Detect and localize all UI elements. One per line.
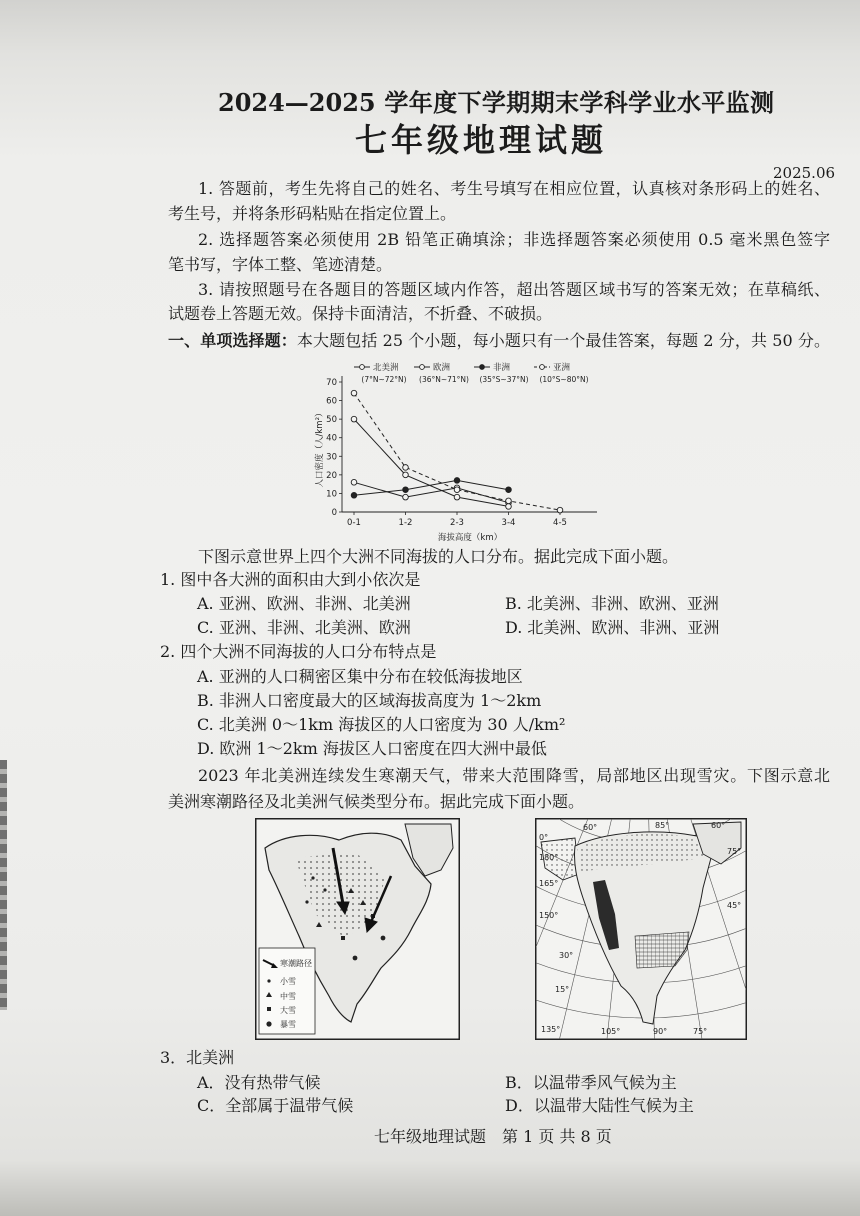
- y-tick-label: 50: [326, 415, 337, 426]
- graticule-label: 60°: [711, 821, 726, 830]
- x-tick-label: 0-1: [347, 518, 361, 528]
- section-heading-label: 一、单项选择题：: [168, 331, 297, 350]
- section-heading-text: 本大题包括 25 个小题，每小题只有一个最佳答案，每题 2 分，共 50 分。: [296, 331, 830, 350]
- graticule-label: 90°: [653, 1027, 668, 1036]
- graticule-label: 0°: [539, 833, 549, 842]
- x-tick-label: 4-5: [553, 518, 567, 528]
- legend-marker-icon: [540, 365, 545, 370]
- cold-wave-route-map: [255, 818, 460, 1040]
- instruction-line: 试题卷上答题无效。保持卡面清洁，不折叠、不破损。: [168, 304, 553, 323]
- question-stem: 2. 四个大洲不同海拔的人口分布特点是: [160, 642, 437, 661]
- heavy-snow-icon: [267, 1007, 271, 1011]
- option-b: B. 非洲人口密度最大的区域海拔高度为 1～2km: [197, 691, 542, 710]
- graticule-label: 75°: [693, 1027, 708, 1036]
- chart-point: [557, 507, 563, 513]
- option-c: C. 亚洲、非洲、北美洲、欧洲: [197, 618, 411, 637]
- option-d: D. 北美洲、欧洲、非洲、亚洲: [505, 618, 720, 637]
- legend-label: 非洲: [493, 363, 511, 373]
- graticule-label: 15°: [555, 985, 570, 994]
- page-title: 2024—2025 学年度下学期期末学科学业水平监测: [218, 88, 774, 117]
- option-c: C．全部属于温带气候: [197, 1096, 354, 1115]
- light-snow-icon: [267, 979, 270, 982]
- legend-marker-icon: [480, 365, 485, 370]
- chart-point: [351, 390, 357, 396]
- section-heading: [168, 330, 830, 352]
- chart-point: [403, 487, 409, 493]
- legend-label: 北美洲: [373, 363, 399, 373]
- exam-date: 2025.06: [773, 164, 836, 182]
- page-footer: 七年级地理试题 第 1 页 共 8 页: [374, 1127, 612, 1146]
- legend-heavy-snow-label: 大雪: [280, 1006, 296, 1015]
- chart-point: [506, 498, 512, 504]
- legend-label: 亚洲: [553, 363, 571, 373]
- option-a: A. 亚洲的人口稠密区集中分布在较低海拔地区: [197, 667, 523, 686]
- y-tick-label: 30: [326, 452, 337, 463]
- legend-moderate-snow-label: 中雪: [280, 992, 296, 1001]
- chart-point: [351, 416, 357, 422]
- graticule-label: 45°: [727, 901, 742, 910]
- y-tick-label: 40: [326, 433, 337, 444]
- x-axis-title: 海拔高度（km）: [437, 533, 503, 543]
- instruction-line: 笔书写，字体工整、笔迹清楚。: [168, 255, 393, 274]
- group-intro: 美洲寒潮路径及北美洲气候类型分布。据此完成下面小题。: [168, 792, 585, 811]
- option-a: A. 亚洲、欧洲、非洲、北美洲: [197, 594, 411, 613]
- y-tick-label: 20: [326, 470, 337, 481]
- question-stem: 1. 图中各大洲的面积由大到小依次是: [160, 570, 421, 589]
- legend-range: (10°S~80°N): [539, 375, 589, 384]
- chart-point: [506, 504, 512, 510]
- question-stem: 3．北美洲: [160, 1048, 235, 1067]
- legend-range: (7°N~72°N): [361, 375, 407, 384]
- x-tick-label: 1-2: [398, 518, 413, 528]
- option-b: B．以温带季风气候为主: [505, 1073, 677, 1092]
- option-d: D．以温带大陆性气候为主: [505, 1096, 694, 1115]
- chart-point: [454, 478, 460, 484]
- instruction-line: 考生号，并将条形码粘贴在指定位置上。: [168, 204, 457, 223]
- chart-point: [351, 479, 357, 485]
- group-intro: 2023 年北美洲连续发生寒潮天气，带来大范围降雪，局部地区出现雪灾。下图示意北: [198, 766, 830, 785]
- chart-line-series-2: [354, 480, 509, 495]
- x-tick-label: 2-3: [450, 518, 464, 528]
- chart-point: [454, 494, 460, 500]
- y-tick-label: 0: [331, 508, 337, 518]
- climate-type-map: [535, 818, 747, 1040]
- legend-blizzard-label: 暴雪: [280, 1020, 296, 1029]
- chart-point: [403, 472, 409, 478]
- legend-range: (35°S~37°N): [479, 375, 529, 384]
- legend-light-snow-label: 小雪: [280, 977, 296, 986]
- chart-line-series-1: [354, 419, 509, 506]
- legend-range: (36°N~71°N): [419, 375, 469, 384]
- legend-marker-icon: [420, 365, 425, 370]
- population-altitude-chart: [312, 352, 602, 547]
- graticule-label: 165°: [539, 879, 559, 888]
- instruction-line: 2. 选择题答案必须使用 2B 铅笔正确填涂；非选择题答案必须使用 0.5 毫米黑色签字: [198, 230, 830, 249]
- chart-point: [454, 487, 460, 493]
- option-a: A．没有热带气候: [197, 1073, 321, 1092]
- graticule-label: 75°: [727, 847, 742, 856]
- chart-point: [506, 487, 512, 493]
- legend-label: 欧洲: [433, 363, 451, 373]
- legend-route-label: 寒潮路径: [280, 959, 312, 968]
- option-c: C. 北美洲 0～1km 海拔区的人口密度为 30 人/km²: [197, 715, 566, 734]
- binding-edge: [0, 760, 7, 1010]
- graticule-label: 105°: [601, 1027, 621, 1036]
- y-axis-title: 人口密度（人/km²）: [315, 408, 325, 488]
- x-tick-label: 3-4: [501, 518, 516, 528]
- graticule-label: 85°: [655, 821, 670, 830]
- page-subtitle: 七年级地理试题: [355, 121, 603, 159]
- chart-point: [403, 465, 409, 471]
- graticule-label: 150°: [539, 911, 559, 920]
- graticule-label: 180°: [539, 853, 559, 862]
- y-tick-label: 10: [326, 489, 337, 500]
- blizzard-icon: [266, 1021, 271, 1026]
- option-b: B. 北美洲、非洲、欧洲、亚洲: [505, 594, 719, 613]
- y-tick-label: 60: [326, 396, 337, 407]
- y-tick-label: 70: [326, 378, 337, 388]
- graticule-label: 135°: [541, 1025, 561, 1034]
- graticule-label: 60°: [583, 823, 598, 832]
- instruction-line: 1. 答题前，考生先将自己的姓名、考生号填写在相应位置，认真核对条形码上的姓名、: [198, 179, 830, 198]
- instruction-line: 3. 请按照题号在各题目的答题区域内作答，超出答题区域书写的答案无效；在草稿纸、: [198, 280, 830, 299]
- group-intro: 下图示意世界上四个大洲不同海拔的人口分布。据此完成下面小题。: [198, 547, 679, 566]
- chart-point: [351, 492, 357, 498]
- chart-point: [403, 494, 409, 500]
- graticule-label: 30°: [559, 951, 574, 960]
- option-d: D. 欧洲 1～2km 海拔区人口密度在四大洲中最低: [197, 739, 547, 758]
- legend-marker-icon: [360, 365, 365, 370]
